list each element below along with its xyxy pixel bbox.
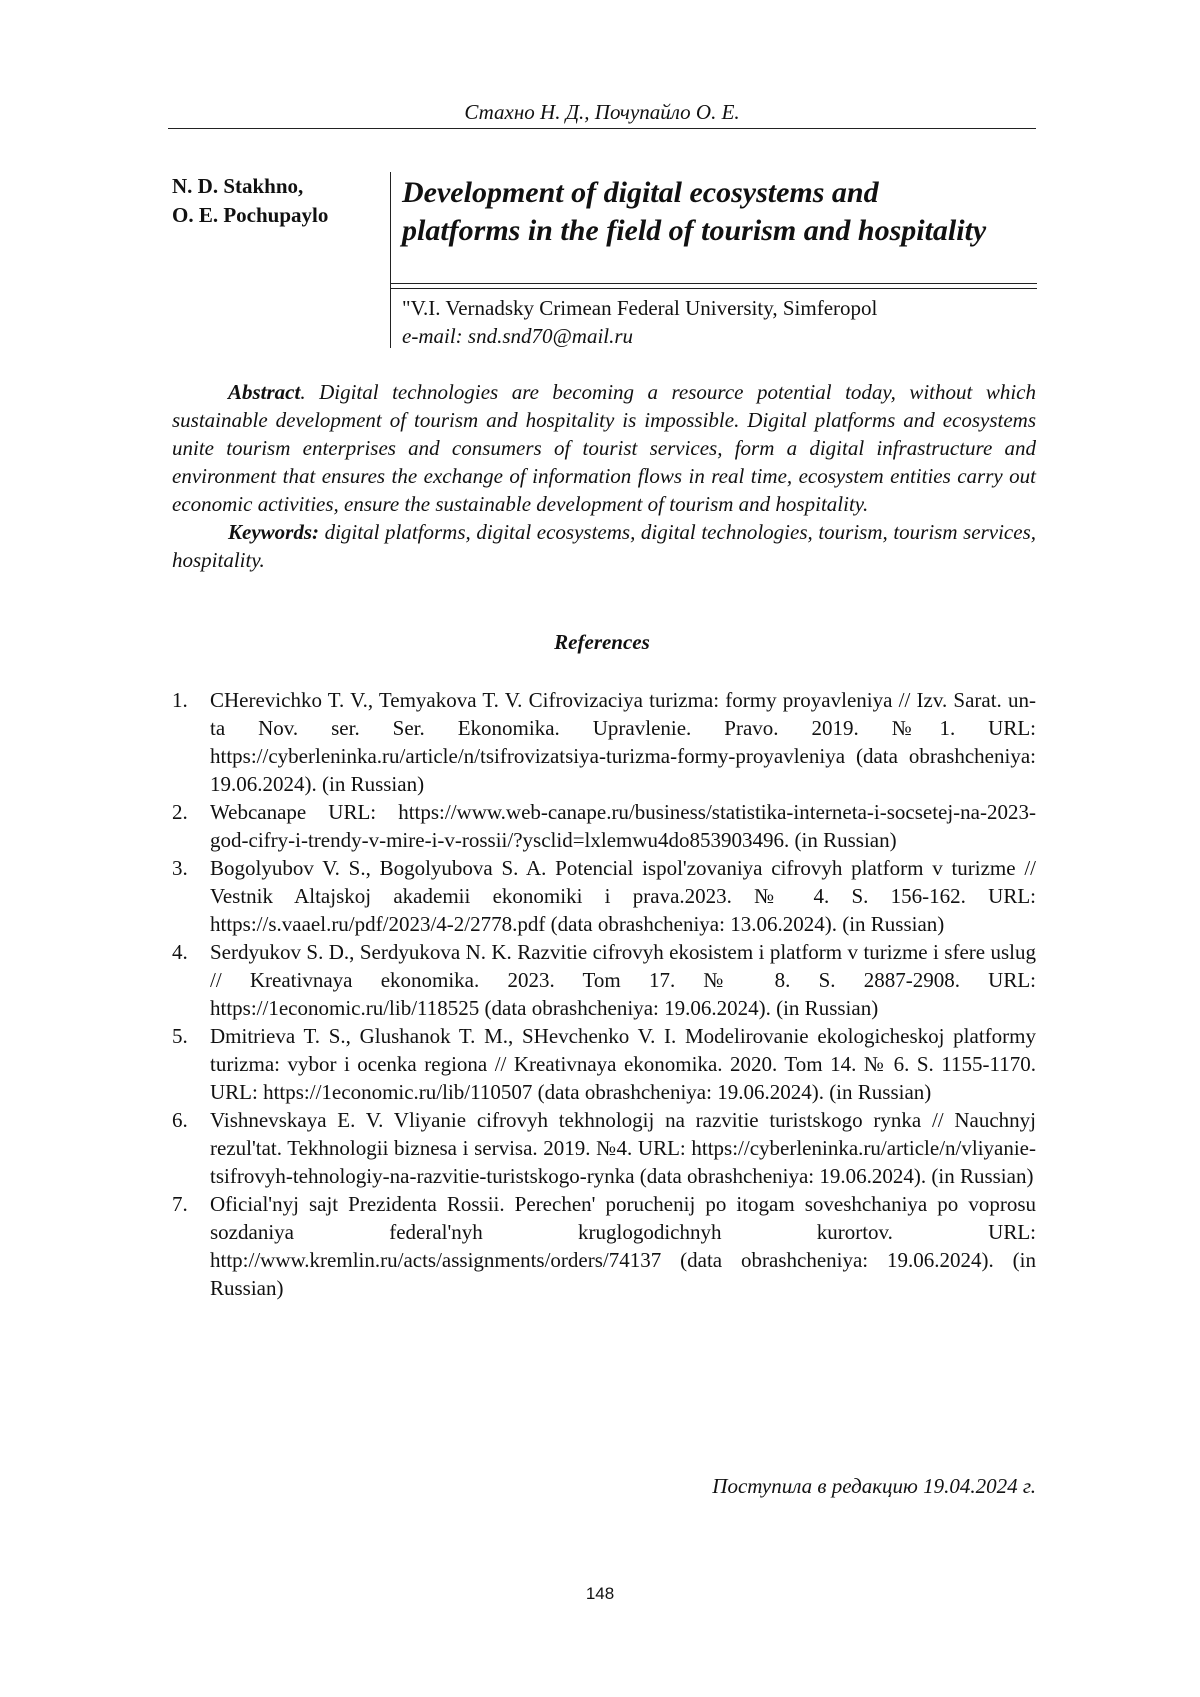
reference-item [172,1106,1036,1190]
title-rule-top [391,283,1037,284]
reference-number: 6. [172,1108,188,1132]
abstract-block [172,378,1036,574]
abstract-text: . Digital technologies are becoming a resource potential today, without which sustainable development of tourism and hospitality is impossible. Digital platforms and ecosystems unite tourism enterprises and consumers of tourist services, form a digital infrastructure and environment that ensures the exchange of information flows in real time, ecosystem entities carry out economic activities, ensure the sustainable development of tourism and hospitality. [172,380,1036,516]
keywords-paragraph [172,518,1036,574]
reference-item [172,854,1036,938]
abstract-label: Abstract [228,380,301,404]
affiliation-block [402,294,1032,350]
author-email: e-mail: snd.snd70@mail.ru [402,324,634,348]
reference-number: 1. [172,688,188,712]
reference-number: 2. [172,800,188,824]
reference-item [172,686,1036,798]
title-divider-vertical [390,172,391,348]
reference-number: 5. [172,1024,188,1048]
authors-block [172,172,372,230]
references-heading: References [554,630,650,654]
references-list [172,686,1036,1302]
author-name: N. D. Stakhno, [172,174,304,198]
reference-item [172,798,1036,854]
reference-number: 4. [172,940,188,964]
reference-text: CHerevichko T. V., Temyakova T. V. Cifrovizaciya turizma: formy proyavleniya // Izv. Sarat. un-ta Nov. ser. Ser. Ekonomika. Upravlenie. Pravo. 2019. №1. URL: https://cyberleninka.ru/article/n/tsifrovizatsiya-turizma-formy-proyavleniya (data obrashcheniya: 19.06.2024). (in Russian) [210,688,1036,796]
keywords-label: Keywords: [228,520,319,544]
reference-item [172,1190,1036,1302]
header-rule [168,128,1036,129]
reference-text: Dmitrieva T. S., Glushanok T. M., SHevchenko V. I. Modelirovanie ekologicheskoj platformy turizma: vybor i ocenka regiona // Kreativnaya ekonomika. 2020. Tom 14. № 6. S. 1155-1170. URL: https://1economic.ru/lib/110507 (data obrashcheniya: 19.06.2024). (in Russian) [210,1024,1036,1104]
title-rule-bottom [391,288,1037,289]
received-date: Поступила в редакцию 19.04.2024 г. [712,1474,1036,1498]
reference-text: Webcanape URL: https://www.web-canape.ru/business/statistika-interneta-i-socsetej-na-2023-god-cifry-i-trendy-v-mire-i-v-rossii/?ysclid=lxlemwu4do853903496. (in Russian) [210,800,1036,852]
running-head: Стахно Н. Д., Почупайло О. Е. [464,100,740,124]
abstract-paragraph [172,378,1036,518]
reference-item [172,1022,1036,1106]
reference-item [172,938,1036,1022]
reference-text: Vishnevskaya E. V. Vliyanie cifrovyh tekhnologij na razvitie turistskogo rynka // Nauchnyj rezul'tat. Tekhnologii biznesa i servisa. 2019. №4. URL: https://cyberleninka.ru/article/n/vliyanie-tsifrovyh-tehnologiy-na-razvitie-turistskogo-rynka (data obrashcheniya: 19.06.2024). (in Russian) [210,1108,1036,1188]
page-number: 148 [585,1584,615,1603]
affiliation: "V.I. Vernadsky Crimean Federal University, Simferopol [402,296,878,320]
keywords-text: digital platforms, digital ecosystems, digital technologies, tourism, tourism services, hospitality. [172,520,1036,572]
reference-text: Serdyukov S. D., Serdyukova N. K. Razvitie cifrovyh ekosistem i platform v turizme i sfere uslug // Kreativnaya ekonomika. 2023. Tom 17. № 8. S. 2887-2908. URL: https://1economic.ru/lib/118525 (data obrashcheniya: 19.06.2024). (in Russian) [210,940,1036,1020]
reference-number: 3. [172,856,188,880]
article-title: Development of digital ecosystems and platforms in the field of tourism and hospitality [402,176,987,247]
reference-text: Oficial'nyj sajt Prezidenta Rossii. Perechen' poruchenij po itogam soveshchaniya po voprosu sozdaniya federal'nyh kruglogodichnyh kurortov. URL: http://www.kremlin.ru/acts/assignments/orders/74137 (data obrashcheniya: 19.06.2024). (in Russian) [210,1192,1036,1300]
author-name: O. E. Pochupaylo [172,203,329,227]
reference-number: 7. [172,1192,188,1216]
reference-text: Bogolyubov V. S., Bogolyubova S. A. Potencial ispol'zovaniya cifrovyh platform v turizme // Vestnik Altajskoj akademii ekonomiki i prava.2023. № 4. S. 156-162. URL: https://s.vaael.ru/pdf/2023/4-2/2778.pdf (data obrashcheniya: 13.06.2024). (in Russian) [210,856,1036,936]
